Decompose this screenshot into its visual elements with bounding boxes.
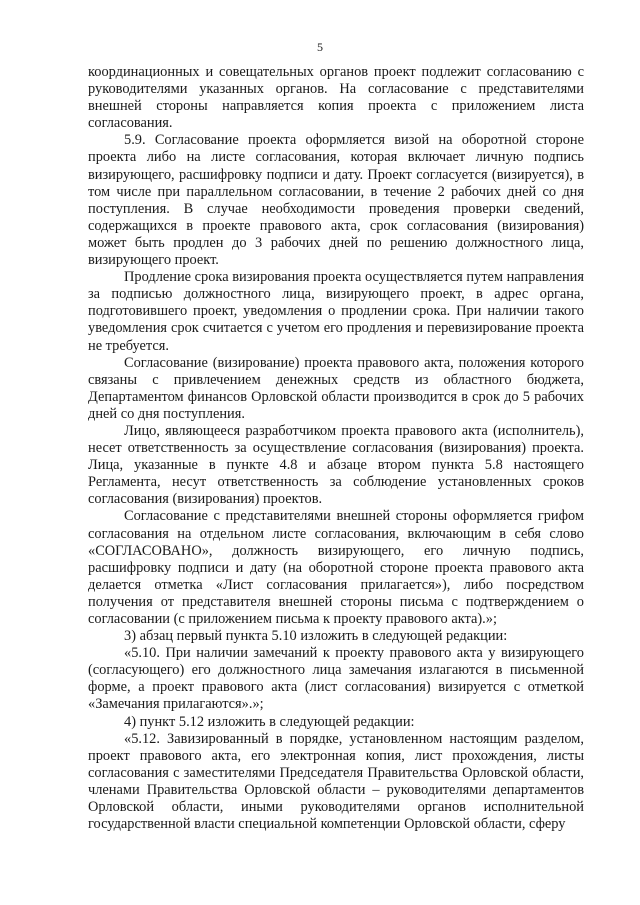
- paragraph-5-12: «5.12. Завизированный в порядке, установленном настоящим разделом, проект правового акта, его электронная копия, лист прохождения, листы согласования с заместителями Председателя Правительства Орловской области, членами Правительства Орловской области – руководителями департаментов Орловской области, иными руководителями органов исполнительной государственной власти специальной компетенции Орловской области, сферу: [88, 730, 584, 833]
- paragraph-5-9: 5.9. Согласование проекта оформляется визой на оборотной стороне проекта либо на листе согласования, которая включает личную подпись визирующего, расшифровку подписи и дату. Проект согласуется (визируется), в том числе при параллельном согласовании, в течение 2 рабочих дней со дня поступления. В случае необходимости проведения проверки сведений, содержащихся в проекте правового акта, срок согласования (визирования) может быть продлен до 3 рабочих дней по решению должностного лица, визирующего проект.: [88, 132, 584, 269]
- paragraph-responsibility: Лицо, являющееся разработчиком проекта правового акта (исполнитель), несет ответственность за осуществление согласования (визирования) проекта. Лица, указанные в пункте 4.8 и абзаце втором пункта 5.8 настоящего Регламента, несут ответственность за соблюдение установленных сроков согласования (визирования) проектов.: [88, 422, 584, 508]
- paragraph-item-3: 3) абзац первый пункта 5.10 изложить в следующей редакции:: [124, 628, 508, 645]
- paragraph-finance: Согласование (визирование) проекта правового акта, положения которого связаны с привлечением денежных средств из областного бюджета, Департаментом финансов Орловской области производится в срок до 5 рабочих дней со дня поступления.: [88, 354, 584, 422]
- paragraph-continuation: координационных и совещательных органов проект подлежит согласованию с руководителями указанных органов. На согласование с представителями внешней стороны направляется копия проекта с приложением листа согласования.: [88, 64, 584, 132]
- document-body: [88, 64, 584, 833]
- paragraph-extension: Продление срока визирования проекта осуществляется путем направления за подписью должностного лица, визирующего проект, в адрес органа, подготовившего проект, уведомления о продлении срока. При наличии такого уведомления срок считается с учетом его продления и перевизирование проекта не требуется.: [88, 269, 584, 354]
- paragraph-item-4: 4) пункт 5.12 изложить в следующей редакции:: [124, 713, 415, 730]
- paragraph-external-approval: Согласование с представителями внешней стороны оформляется грифом согласования на отдельном листе согласования, включающим в себя слово «СОГЛАСОВАНО», должность визирующего, его личную подпись, расшифровку подписи и дату (на оборотной стороне проекта правового акта делается отметка «Лист согласования прилагается»), либо посредством получения от представителя внешней стороны письма с подтверждением о согласовании (с приложением письма к проекту правового акта).»;: [88, 508, 584, 627]
- paragraph-5-10: «5.10. При наличии замечаний к проекту правового акта у визирующего (согласующего) его должностного лица замечания излагаются в письменной форме, а проект правового акта (лист согласования) визируется с отметкой «Замечания прилагаются».»;: [88, 645, 584, 713]
- page-number: 5: [317, 40, 323, 54]
